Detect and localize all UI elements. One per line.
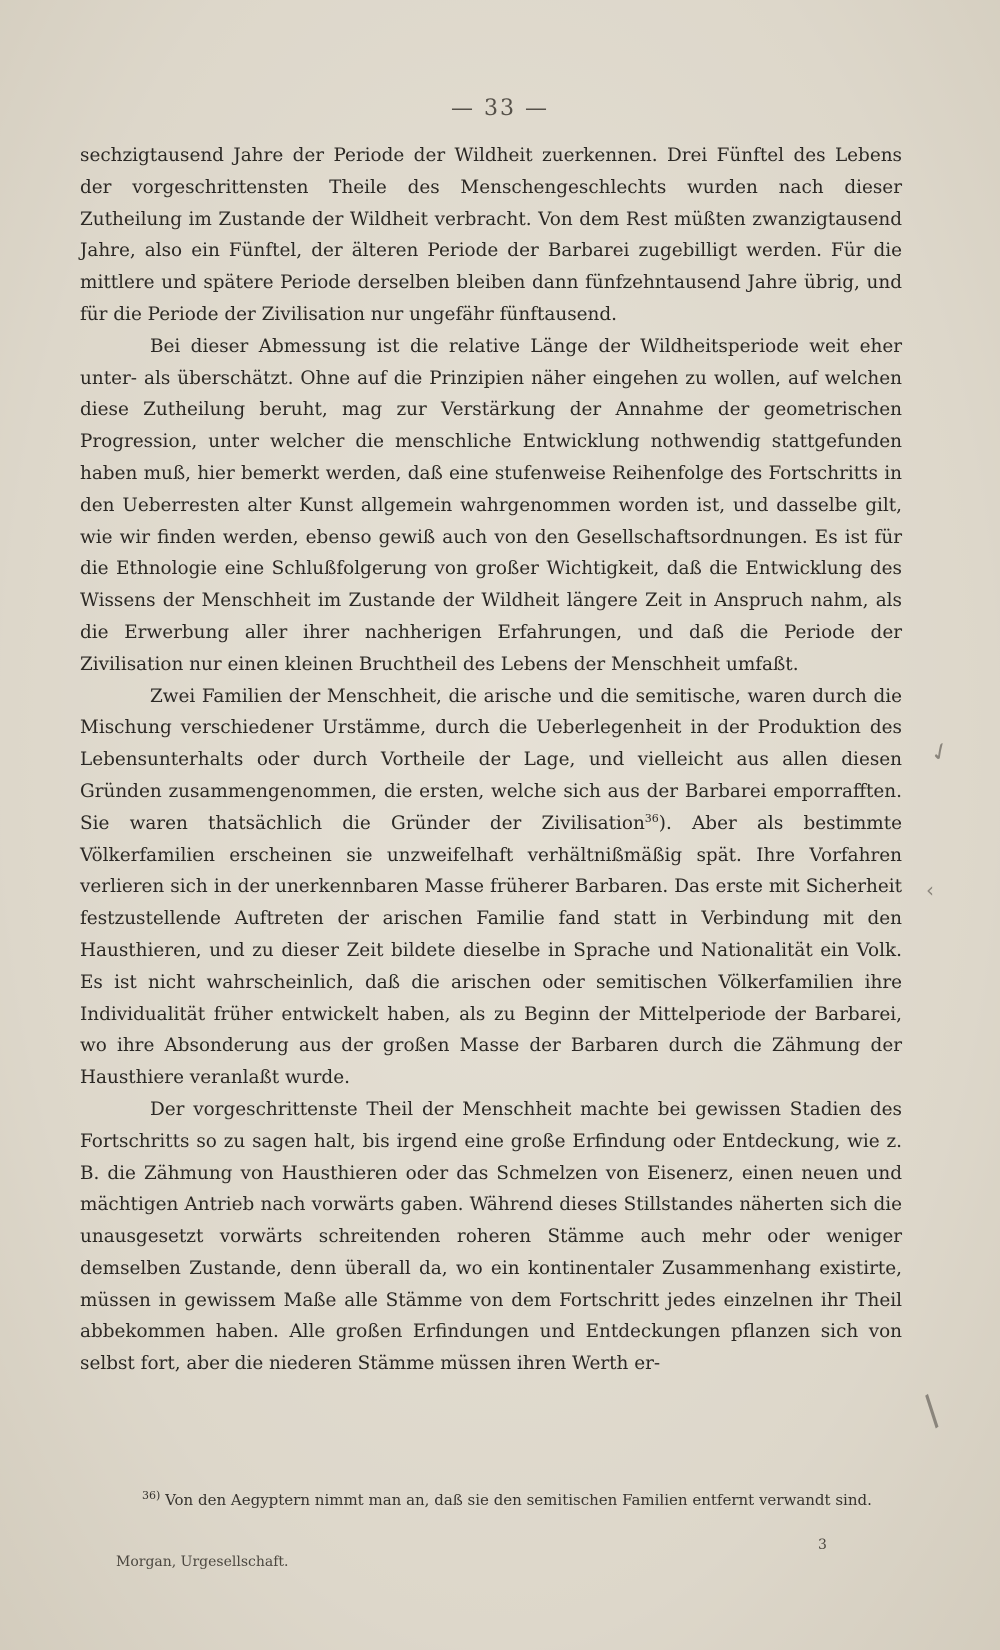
body-text xyxy=(80,140,902,1380)
page-number: — 33 — xyxy=(451,96,549,121)
paragraph-2: Bei dieser Abmessung ist die relative Länge der Wildheitsperiode weit eher unter- als überschätzt. Ohne auf die Prinzipien näher eingehen zu wollen, auf welchen diese Zutheilung beruht, mag zur Verstärkung der Annahme der geometrischen Progression, unter welcher die menschliche Entwicklung nothwendig stattgefunden haben muß, hier bemerkt werden, daß eine stufenweise Reihenfolge des Fortschritts in den Ueberresten alter Kunst allgemein wahrgenommen worden ist, und dasselbe gilt, wie wir finden werden, ebenso gewiß auch von den Gesellschaftsordnungen. Es ist für die Ethnologie eine Schlußfolgerung von großer Wichtigkeit, daß die Entwicklung des Wissens der Menschheit im Zustande der Wildheit längere Zeit in Anspruch nahm, als die Erwerbung aller ihrer nachherigen Erfahrungen, und daß die Periode der Zivilisation nur einen kleinen Bruchtheil des Lebens der Menschheit umfaßt. xyxy=(80,335,902,675)
footnote-reference: 36 xyxy=(644,811,659,825)
pencil-mark-icon: / xyxy=(913,1388,951,1434)
paragraph-3-part-1: Zwei Familien der Menschheit, die arische und die semitische, waren durch die Mischung verschiedener Urstämme, durch die Ueberlegenheit in der Produktion des Lebensunterhalts oder durch Vortheile der Lage, und vielleicht aus allen diesen Gründen zusammengenommen, die ersten, welche sich aus der Barbarei emporrafften. Sie waren thatsächlich die Gründer der Zivilisation xyxy=(80,685,902,834)
paragraph-3 xyxy=(80,681,902,1094)
paragraph-3-part-2: ). Aber als bestimmte Völkerfamilien erscheinen sie unzweifelhaft verhältnißmäßig spät. Ihre Vorfahren verlieren sich in der unerkennbaren Masse früherer Barbaren. Das erste mit Sicherheit festzustellende Auftreten der arischen Familie fand statt in Verbindung mit den Hausthieren, und zu dieser Zeit bildete dieselbe in Sprache und Nationalität ein Volk. Es ist nicht wahrscheinlich, daß die arischen oder semitischen Völkerfamilien ihre Individualität früher entwickelt haben, als zu Beginn der Mittelperiode der Barbarei, wo ihre Absonderung aus der großen Masse der Barbaren durch die Zähmung der Hausthiere veranlaßt wurde. xyxy=(80,812,902,1089)
paragraph-1: sechzigtausend Jahre der Periode der Wildheit zuerkennen. Drei Fünftel des Lebens der vorgeschrittensten Theile des Menschengeschlechts wurden nach dieser Zutheilung im Zustande der Wildheit verbracht. Von dem Rest müßten zwanzigtausend Jahre, also ein Fünftel, der älteren Periode der Barbarei zugebilligt werden. Für die mittlere und spätere Periode derselben bleiben dann fünfzehntausend Jahre übrig, und für die Periode der Zivilisation nur ungefähr fünftausend. xyxy=(80,145,902,325)
footnote xyxy=(80,1486,902,1514)
signature-number: 3 xyxy=(818,1537,827,1553)
signature-line: Morgan, Urgesellschaft. xyxy=(116,1554,289,1570)
pencil-mark-icon: ‹ xyxy=(926,878,934,902)
pencil-mark-icon: ✓ xyxy=(925,735,956,769)
footnote-number: 36) xyxy=(142,1489,161,1502)
footnote-text: Von den Aegyptern nimmt man an, daß sie den semitischen Familien entfernt verwandt sind. xyxy=(160,1491,872,1509)
paragraph-4: Der vorgeschrittenste Theil der Menschheit machte bei gewissen Stadien des Fortschritts so zu sagen halt, bis irgend eine große Erfindung oder Entdeckung, wie z. B. die Zähmung von Hausthieren oder das Schmelzen von Eisenerz, einen neuen und mächtigen Antrieb nach vorwärts gaben. Während dieses Stillstandes näherten sich die unausgesetzt vorwärts schreitenden roheren Stämme auch mehr oder weniger demselben Zustande, denn überall da, wo ein kontinentaler Zusammenhang existirte, müssen in gewissem Maße alle Stämme von dem Fortschritt jedes einzelnen ihr Theil abbekommen haben. Alle großen Erfindungen und Entdeckungen pflanzen sich von selbst fort, aber die niederen Stämme müssen ihren Werth er- xyxy=(80,1098,902,1375)
